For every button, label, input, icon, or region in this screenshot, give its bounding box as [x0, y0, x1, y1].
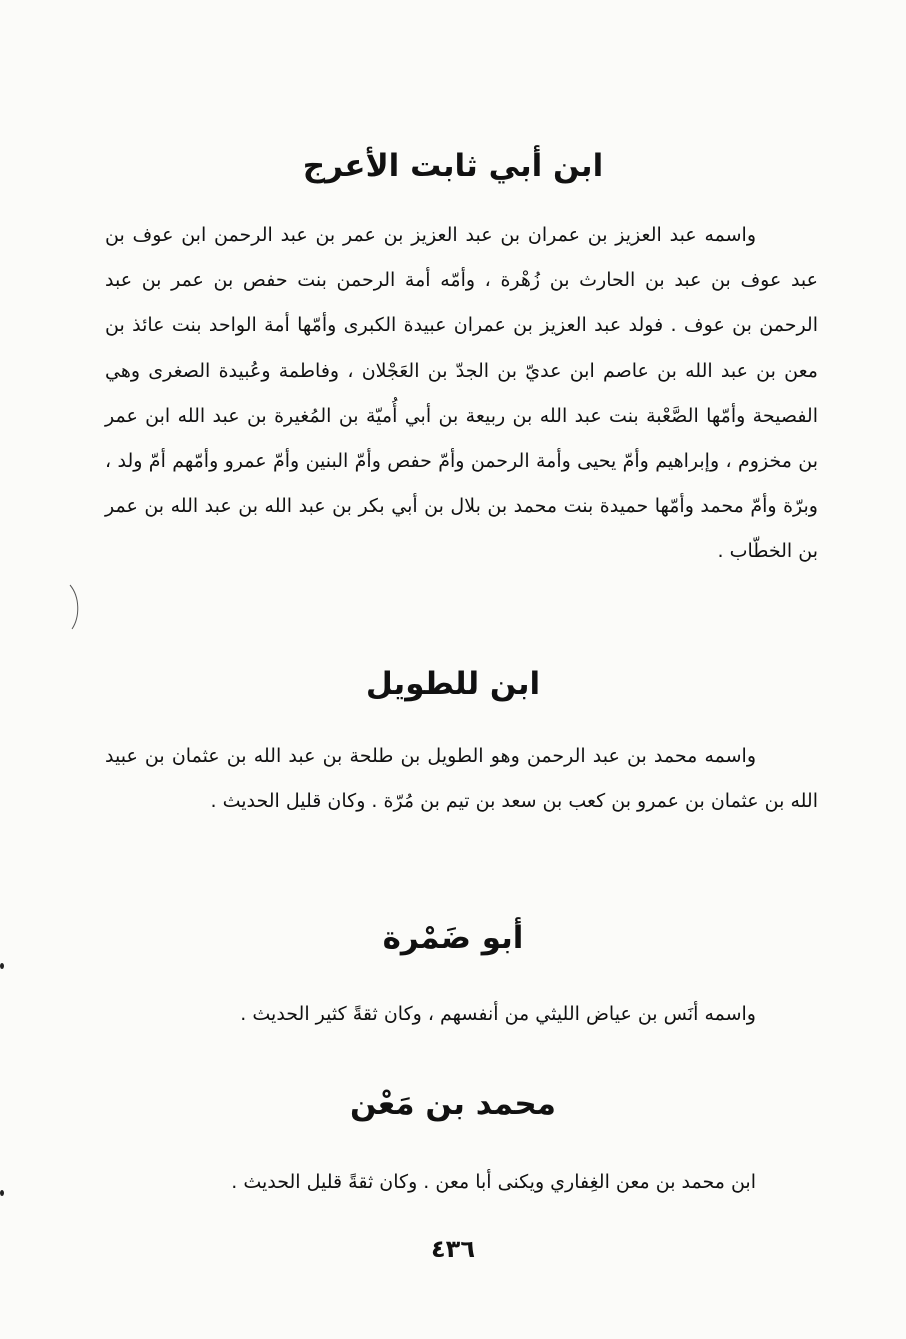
- section-title-4: محمد بن مَعْن: [350, 1086, 556, 1122]
- section-title-1: ابن أبي ثابت الأعرج: [302, 148, 604, 184]
- section-paragraph-2: واسمه محمد بن عبد الرحمن وهو الطويل بن طلحة بن عبد الله بن عثمان بن عبيد الله بن عثمان بن عمرو بن كعب بن سعد بن تيم بن مُرّة . وكان قليل الحديث .: [105, 745, 818, 813]
- section-paragraph-1: واسمه عبد العزيز بن عمران بن عبد العزيز بن عمر بن عبد الرحمن ابن عوف بن عبد عوف بن عبد بن الحارث بن زُهْرة ، وأمّه أمة الرحمن بنت حفص بن عمر بن عبد الرحمن بن عوف . فولد عبد العزيز بن عمران عبيدة الكبرى وأمّها أمة الواحد بنت عائذ بن معن بن عبد الله بن عاصم ابن عديّ بن الجدّ بن العَجْلان ، وفاطمة وعُبيدة الصغرى وهي الفصيحة وأمّها الصَّعْبة بنت عبد الله بن ربيعة بن أبي أُميّة بن المُغيرة بن عبد الله ابن عمر بن مخزوم ، وإبراهيم وأمّ يحيى وأمة الرحمن وأمّ حفص وأمّ البنين وأمّ عمرو وأمّهم أمّ ولد ، وبرّة وأمّ محمد وأمّها حميدة بنت محمد بن بلال بن أبي بكر بن عبد الله بن عبد الله بن عمر بن الخطّاب .: [105, 224, 818, 563]
- margin-speck: [0, 1190, 4, 1196]
- section-paragraph-3: واسمه أنَس بن عياض الليثي من أنفسهم ، وكان ثقةً كثير الحديث .: [240, 1003, 756, 1025]
- section-title-2: ابن للطويل: [365, 666, 541, 702]
- page-number: ٤٣٦: [431, 1235, 475, 1263]
- margin-curve-mark: [66, 583, 86, 631]
- section-paragraph-4: ابن محمد بن معن الغِفاري ويكنى أبا معن . وكان ثقةً قليل الحديث .: [231, 1171, 756, 1193]
- margin-speck: [0, 963, 4, 969]
- section-title-3: أبو ضَمْرة: [382, 920, 524, 956]
